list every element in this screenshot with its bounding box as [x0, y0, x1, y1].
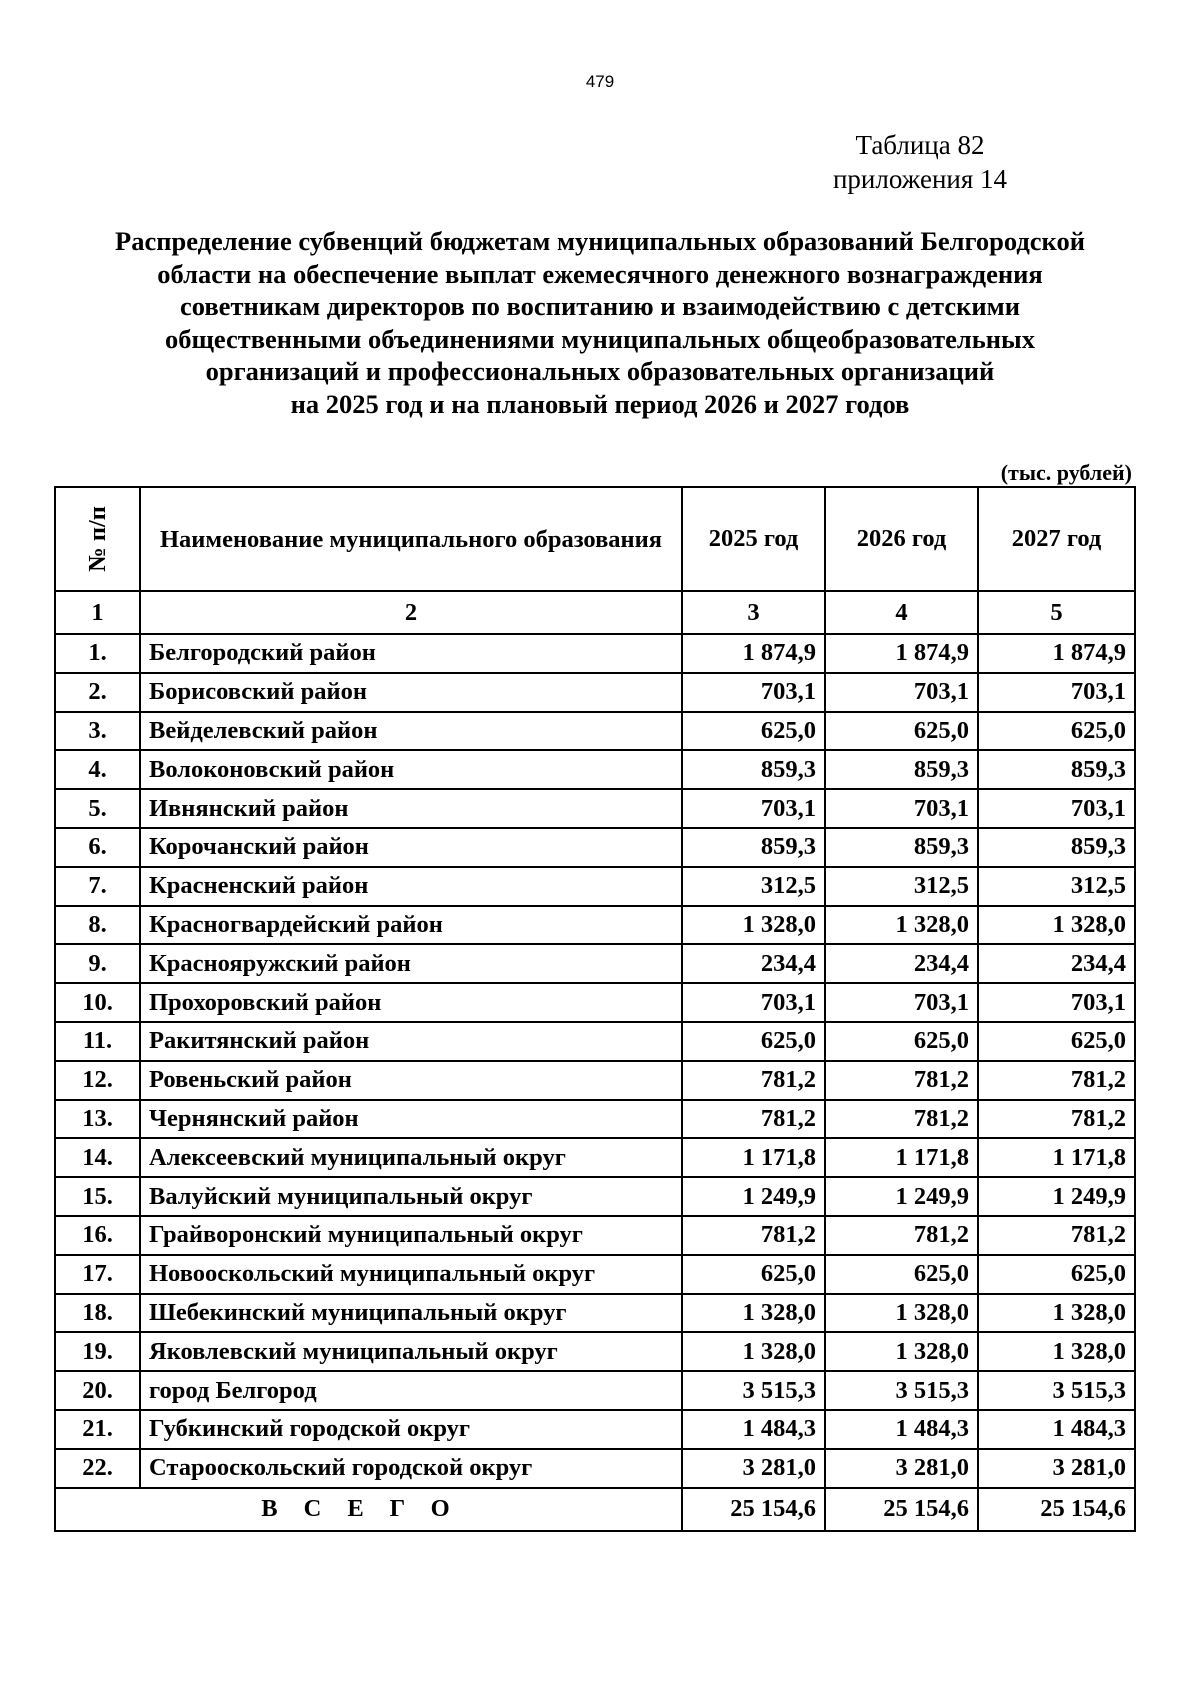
table-row	[55, 1255, 1135, 1294]
row-number: 22.	[55, 1449, 140, 1488]
row-number: 6.	[55, 828, 140, 867]
value-2025: 1 874,9	[682, 634, 825, 673]
value-2026: 703,1	[825, 983, 978, 1022]
value-2027: 1 328,0	[978, 1332, 1135, 1371]
table-row	[55, 1294, 1135, 1333]
table-row	[55, 828, 1135, 867]
value-2025: 1 249,9	[682, 1177, 825, 1216]
table-row	[55, 673, 1135, 712]
municipality-name: Ивнянский район	[140, 789, 682, 828]
total-label: ВСЕГО	[55, 1488, 682, 1531]
title-line: области на обеспечение выплат ежемесячного денежного вознаграждения	[157, 258, 1043, 289]
municipality-name: Вейделевский район	[140, 712, 682, 751]
municipality-name: Валуйский муниципальный округ	[140, 1177, 682, 1216]
value-2025: 703,1	[682, 673, 825, 712]
units-label: (тыс. рублей)	[1000, 460, 1132, 485]
value-2025: 3 281,0	[682, 1449, 825, 1488]
value-2027: 859,3	[978, 828, 1135, 867]
municipality-name: Новооскольский муниципальный округ	[140, 1255, 682, 1294]
row-number: 8.	[55, 906, 140, 945]
value-2025: 1 484,3	[682, 1410, 825, 1449]
value-2025: 781,2	[682, 1216, 825, 1255]
municipality-name: Белгородский район	[140, 634, 682, 673]
value-2026: 703,1	[825, 673, 978, 712]
row-number: 14.	[55, 1138, 140, 1177]
value-2025: 1 328,0	[682, 1332, 825, 1371]
value-2026: 1 328,0	[825, 906, 978, 945]
value-2026: 312,5	[825, 867, 978, 906]
column-index-row	[55, 591, 1135, 634]
value-2026: 781,2	[825, 1100, 978, 1139]
municipality-name: Яковлевский муниципальный округ	[140, 1332, 682, 1371]
row-number: 11.	[55, 1022, 140, 1061]
value-2027: 625,0	[978, 1022, 1135, 1061]
header-2026: 2026 год	[825, 487, 978, 591]
municipality-name: Чернянский район	[140, 1100, 682, 1139]
value-2025: 703,1	[682, 983, 825, 1022]
row-number: 18.	[55, 1294, 140, 1333]
table-header-row	[55, 487, 1135, 591]
table-row	[55, 1100, 1135, 1139]
title-line: общественными объединениями муниципальных общеобразовательных	[165, 323, 1035, 354]
column-index: 1	[55, 591, 140, 634]
value-2026: 781,2	[825, 1061, 978, 1100]
appendix-reference-line: приложения 14	[832, 164, 1008, 194]
table-row	[55, 750, 1135, 789]
row-number: 13.	[55, 1100, 140, 1139]
value-2025: 1 328,0	[682, 1294, 825, 1333]
value-2027: 234,4	[978, 944, 1135, 983]
total-2026: 25 154,6	[825, 1488, 978, 1531]
value-2025: 781,2	[682, 1061, 825, 1100]
row-number: 16.	[55, 1216, 140, 1255]
value-2025: 3 515,3	[682, 1371, 825, 1410]
row-number: 17.	[55, 1255, 140, 1294]
value-2026: 3 281,0	[825, 1449, 978, 1488]
row-number: 12.	[55, 1061, 140, 1100]
municipality-name: Ровеньский район	[140, 1061, 682, 1100]
column-index: 3	[682, 591, 825, 634]
value-2027: 1 328,0	[978, 906, 1135, 945]
municipality-name: Грайворонский муниципальный округ	[140, 1216, 682, 1255]
value-2027: 781,2	[978, 1061, 1135, 1100]
table-reference	[790, 128, 1050, 196]
value-2027: 703,1	[978, 983, 1135, 1022]
row-number: 3.	[55, 712, 140, 751]
table-row	[55, 1138, 1135, 1177]
column-index: 2	[140, 591, 682, 634]
total-row	[55, 1488, 1135, 1531]
table-row	[55, 1449, 1135, 1488]
municipality-name: Волоконовский район	[140, 750, 682, 789]
value-2026: 1 171,8	[825, 1138, 978, 1177]
row-number: 20.	[55, 1371, 140, 1410]
header-number-label: № п/п	[83, 506, 111, 572]
municipality-name: Губкинский городской округ	[140, 1410, 682, 1449]
table-row	[55, 1061, 1135, 1100]
value-2026: 625,0	[825, 1022, 978, 1061]
municipality-name: Красногвардейский район	[140, 906, 682, 945]
row-number: 1.	[55, 634, 140, 673]
row-number: 5.	[55, 789, 140, 828]
value-2025: 1 171,8	[682, 1138, 825, 1177]
municipality-name: Борисовский район	[140, 673, 682, 712]
municipality-name: Прохоровский район	[140, 983, 682, 1022]
value-2027: 1 874,9	[978, 634, 1135, 673]
value-2025: 781,2	[682, 1100, 825, 1139]
row-number: 15.	[55, 1177, 140, 1216]
municipality-name: Красненский район	[140, 867, 682, 906]
table-row	[55, 1177, 1135, 1216]
value-2027: 703,1	[978, 673, 1135, 712]
page-number: 479	[585, 72, 615, 91]
value-2026: 1 249,9	[825, 1177, 978, 1216]
municipality-name: Алексеевский муниципальный округ	[140, 1138, 682, 1177]
value-2026: 1 484,3	[825, 1410, 978, 1449]
row-number: 2.	[55, 673, 140, 712]
municipality-name: Краснояружский район	[140, 944, 682, 983]
value-2027: 859,3	[978, 750, 1135, 789]
table-row	[55, 789, 1135, 828]
value-2025: 859,3	[682, 828, 825, 867]
title-line: Распределение субвенций бюджетам муниципальных образований Белгородской	[115, 226, 1085, 256]
value-2027: 625,0	[978, 1255, 1135, 1294]
table-row	[55, 712, 1135, 751]
row-number: 21.	[55, 1410, 140, 1449]
value-2026: 1 874,9	[825, 634, 978, 673]
municipality-name: Шебекинский муниципальный округ	[140, 1294, 682, 1333]
value-2027: 781,2	[978, 1100, 1135, 1139]
value-2025: 625,0	[682, 1022, 825, 1061]
value-2027: 1 171,8	[978, 1138, 1135, 1177]
table-body	[55, 591, 1135, 1488]
table-row	[55, 1216, 1135, 1255]
table-reference-line: Таблица 82	[855, 130, 985, 160]
column-index: 4	[825, 591, 978, 634]
title-line: советникам директоров по воспитанию и взаимодействию с детскими	[180, 291, 1020, 321]
table-row	[55, 1410, 1135, 1449]
title-line: на 2025 год и на плановый период 2026 и 2027 годов	[290, 388, 910, 419]
value-2027: 781,2	[978, 1216, 1135, 1255]
municipality-name: город Белгород	[140, 1371, 682, 1410]
row-number: 19.	[55, 1332, 140, 1371]
value-2025: 703,1	[682, 789, 825, 828]
value-2026: 1 328,0	[825, 1294, 978, 1333]
value-2026: 859,3	[825, 828, 978, 867]
value-2027: 3 281,0	[978, 1449, 1135, 1488]
row-number: 7.	[55, 867, 140, 906]
row-number: 9.	[55, 944, 140, 983]
value-2026: 859,3	[825, 750, 978, 789]
value-2025: 234,4	[682, 944, 825, 983]
value-2025: 1 328,0	[682, 906, 825, 945]
table-row	[55, 1022, 1135, 1061]
value-2027: 703,1	[978, 789, 1135, 828]
header-2025: 2025 год	[682, 487, 825, 591]
column-index: 5	[978, 591, 1135, 634]
header-2027: 2027 год	[978, 487, 1135, 591]
value-2025: 312,5	[682, 867, 825, 906]
value-2027: 625,0	[978, 712, 1135, 751]
total-2027: 25 154,6	[978, 1488, 1135, 1531]
value-2025: 625,0	[682, 1255, 825, 1294]
value-2027: 3 515,3	[978, 1371, 1135, 1410]
value-2025: 625,0	[682, 712, 825, 751]
table-row	[55, 867, 1135, 906]
municipality-name: Ракитянский район	[140, 1022, 682, 1061]
value-2027: 312,5	[978, 867, 1135, 906]
table-row	[55, 1332, 1135, 1371]
row-number: 4.	[55, 750, 140, 789]
value-2026: 625,0	[825, 712, 978, 751]
value-2027: 1 328,0	[978, 1294, 1135, 1333]
municipality-name: Корочанский район	[140, 828, 682, 867]
value-2027: 1 484,3	[978, 1410, 1135, 1449]
value-2026: 781,2	[825, 1216, 978, 1255]
table-row	[55, 944, 1135, 983]
row-number: 10.	[55, 983, 140, 1022]
title-line: организаций и профессиональных образовательных организаций	[205, 356, 995, 386]
table-row	[55, 634, 1135, 673]
value-2026: 1 328,0	[825, 1332, 978, 1371]
value-2026: 703,1	[825, 789, 978, 828]
value-2026: 234,4	[825, 944, 978, 983]
table-row	[55, 1371, 1135, 1410]
table-row	[55, 983, 1135, 1022]
value-2027: 1 249,9	[978, 1177, 1135, 1216]
total-2025: 25 154,6	[682, 1488, 825, 1531]
subventions-table	[54, 486, 1136, 1532]
document-title	[60, 225, 1140, 420]
value-2026: 3 515,3	[825, 1371, 978, 1410]
header-number	[55, 487, 140, 591]
municipality-name: Старооскольский городской округ	[140, 1449, 682, 1488]
value-2026: 625,0	[825, 1255, 978, 1294]
value-2025: 859,3	[682, 750, 825, 789]
header-name: Наименование муниципального образования	[140, 487, 682, 591]
table-row	[55, 906, 1135, 945]
